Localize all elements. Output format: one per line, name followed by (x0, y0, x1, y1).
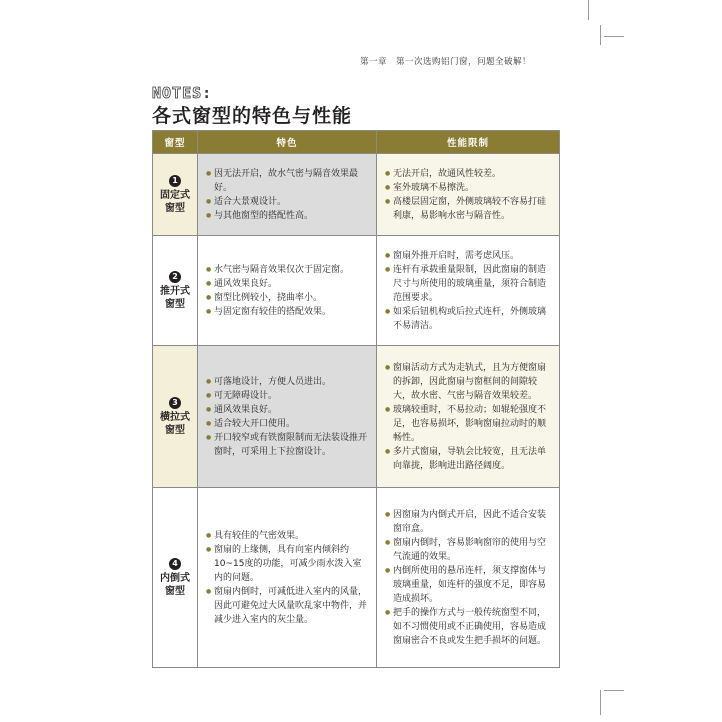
list-item: ● 适合大景观设计。 (206, 195, 370, 209)
type-cell (153, 488, 198, 668)
list-item: ● 室外玻璃不易擦洗。 (385, 181, 553, 195)
window-types-table (152, 130, 560, 668)
list-item: ● 窗扇外推开启时，需考虑风压。 (385, 249, 553, 263)
table-row (153, 236, 560, 346)
list-item: ● 高楼层固定窗，外侧玻璃较不容易打硅利康，易影响水密与隔音性。 (385, 195, 553, 223)
list-item: ● 因无法开启，故水气密与隔音效果最好。 (206, 167, 370, 195)
list-item: ● 窗型比例较小，挠曲率小。 (206, 291, 370, 305)
type-name: 横拉式窗型 (160, 411, 190, 436)
list-item: ● 窗扇的上缘侧，具有向室内倾斜约10~15度的功能，可减少雨水泼入室内的问题。 (206, 543, 370, 585)
list-item: ● 内倒所使用的悬吊连杆，须支撑窗体与玻璃重量，如连杆的强度不足，即容易造成损坏。 (385, 564, 553, 606)
notes-text: NOTES (152, 84, 203, 102)
type-name: 内倒式窗型 (160, 572, 190, 597)
limits-cell (377, 346, 560, 488)
list-item: ● 多片式窗扇，导轨会比较宽，且无法单向靠拢，影响进出路径阔度。 (385, 445, 553, 473)
limits-cell (377, 154, 560, 236)
list-item: ● 把手的操作方式与一般传统窗型不同，如不习惯使用或不正确使用，容易造成窗扇密合不良或发生把手损坏的问题。 (385, 606, 553, 648)
list-item: ● 可落地设计，方便人员进出。 (206, 375, 370, 389)
table-row (153, 488, 560, 668)
list-item: ● 如采后钮机构或后拉式连杆，外侧玻璃不易清洁。 (385, 305, 553, 333)
type-cell (153, 154, 198, 236)
table-row (153, 154, 560, 236)
features-cell (198, 346, 377, 488)
list-item: ● 窗扇活动方式为走轨式，且为方便窗扇的拆卸，因此窗扇与窗框间的间隙较大，故水密、气密与隔音效果较差。 (385, 361, 553, 403)
list-item: ● 连杆有承载重量限制，因此窗扇的制造尺寸与所使用的玻璃重量，须符合制造范围要求。 (385, 263, 553, 305)
list-item: ● 水气密与隔音效果仅次于固定窗。 (206, 263, 370, 277)
crop-mark (600, 690, 601, 715)
number-badge: 4 (169, 558, 181, 570)
features-cell (198, 236, 377, 346)
table-row (153, 346, 560, 488)
limits-cell (377, 236, 560, 346)
list-item: ● 玻璃较重时，不易拉动；如辊轮强度不足，也容易损坏，影响窗扇拉动时的顺畅性。 (385, 403, 553, 445)
number-badge: 1 (169, 175, 181, 187)
list-item: ● 开口较窄或有铁窗限制而无法装设推开窗时，可采用上下拉窗设计。 (206, 431, 370, 459)
limits-cell (377, 488, 560, 668)
list-item: ● 通风效果良好。 (206, 403, 370, 417)
notes-label (152, 84, 212, 102)
list-item: ● 可无障碍设计。 (206, 389, 370, 403)
list-item: ● 与固定窗有较佳的搭配效果。 (206, 305, 370, 319)
notes-colon: : (202, 84, 213, 102)
crop-mark (588, 0, 589, 20)
list-item: ● 适合较大开口使用。 (206, 417, 370, 431)
header-type: 窗型 (153, 131, 198, 154)
features-cell (198, 154, 377, 236)
crop-mark (604, 690, 624, 691)
list-item: ● 与其他窗型的搭配性高。 (206, 209, 370, 223)
number-badge: 3 (169, 397, 181, 409)
type-cell (153, 236, 198, 346)
list-item: ● 因窗扇为内倒式开启，因此不适合安装窗帘盒。 (385, 508, 553, 536)
crop-mark (604, 36, 624, 37)
header-limits: 性能限制 (377, 131, 560, 154)
features-cell (198, 488, 377, 668)
type-name: 固定式窗型 (160, 189, 190, 214)
table-header-row (153, 131, 560, 154)
header-features: 特色 (198, 131, 377, 154)
page-title: 各式窗型的特色与性能 (152, 105, 353, 127)
crop-mark (600, 25, 601, 45)
list-item: ● 具有较佳的气密效果。 (206, 529, 370, 543)
list-item: ● 无法开启，故通风性较差。 (385, 167, 553, 181)
list-item: ● 通风效果良好。 (206, 277, 370, 291)
list-item: ● 窗扇内倒时，可减低进入室内的风量，因此可避免过大风量吹乱家中物件，并减少进入室内的灰尘量。 (206, 585, 370, 627)
running-header: 第一章 第一次选购铝门窗，问题全破解！ (360, 57, 532, 67)
number-badge: 2 (169, 271, 181, 283)
type-name: 推开式窗型 (160, 285, 190, 310)
list-item: ● 窗扇内倒时，容易影响窗帘的使用与空气流通的效果。 (385, 536, 553, 564)
type-cell (153, 346, 198, 488)
